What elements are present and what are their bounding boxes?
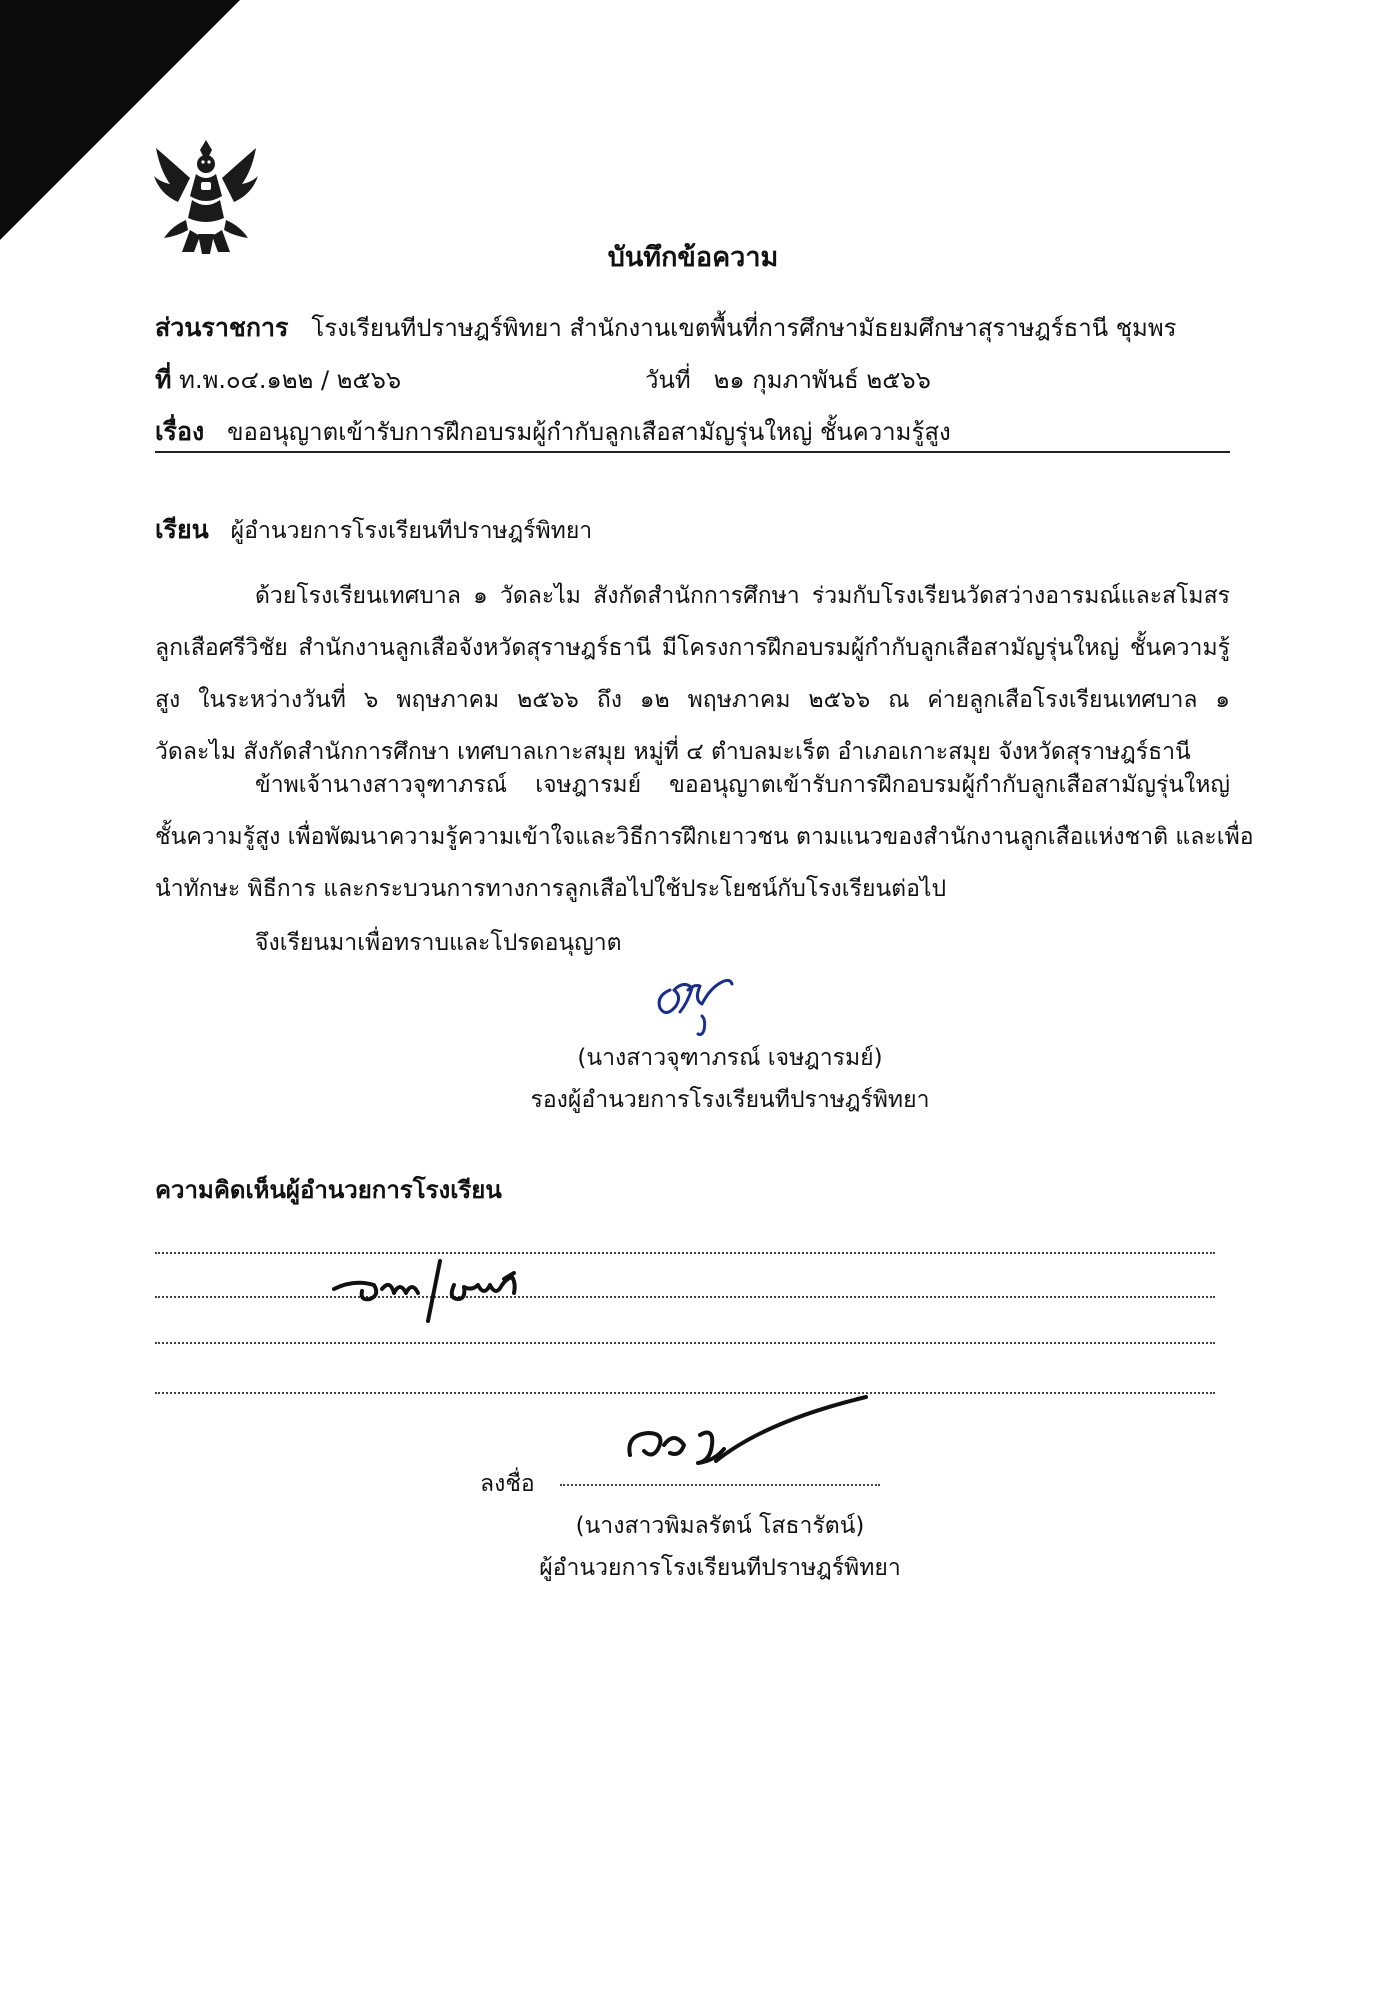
agency-line bbox=[155, 308, 1177, 348]
body-paragraph-2 bbox=[155, 765, 1254, 909]
signer-1-name: (นางสาวจุฑาภรณ์ เจษฎารมย์) bbox=[577, 1045, 883, 1071]
signature-2-image bbox=[620, 1395, 880, 1485]
document-title: บันทึกข้อความ bbox=[607, 242, 779, 273]
signer-2-position: ผู้อำนวยการโรงเรียนทีปราษฎร์พิทยา bbox=[539, 1555, 901, 1581]
sign-label: ลงชื่อ bbox=[480, 1471, 535, 1497]
signer-1-position: รองผู้อำนวยการโรงเรียนทีปราษฎร์พิทยา bbox=[530, 1087, 930, 1113]
paragraph-line: นำทักษะ พิธีการ และกระบวนการทางการลูกเสือไปใช้ประโยชน์กับโรงเรียนต่อไป bbox=[155, 876, 947, 902]
paragraph-line: ลูกเสือศรีวิชัย สำนักงานลูกเสือจังหวัดสุราษฎร์ธานี มีโครงการฝึกอบรมผู้กำกับลูกเสือสามัญรุ่นใหญ่ ชั้นความรู้ bbox=[155, 635, 1230, 661]
handwritten-approval-note bbox=[330, 1255, 600, 1325]
signature-1-image bbox=[640, 960, 750, 1040]
date-label: วันที่ bbox=[645, 366, 691, 394]
opinion-dotted-line bbox=[155, 1252, 1215, 1254]
salutation-value: ผู้อำนวยการโรงเรียนทีปราษฎร์พิทยา bbox=[230, 518, 593, 544]
opinion-dotted-line bbox=[155, 1392, 1215, 1394]
reference-line bbox=[155, 360, 401, 400]
salutation-line bbox=[155, 510, 592, 550]
paragraph-line: สูง ในระหว่างวันที่ ๖ พฤษภาคม ๒๕๖๖ ถึง ๑๒ พฤษภาคม ๒๕๖๖ ณ ค่ายลูกเสือโรงเรียนเทศบาล ๑ bbox=[155, 687, 1230, 713]
paragraph-line: ข้าพเจ้านางสาวจุฑาภรณ์ เจษฎารมย์ ขออนุญาตเข้ารับการฝึกอบรมผู้กำกับลูกเสือสามัญรุ่นใหญ่ bbox=[255, 772, 1230, 798]
salutation-label: เรียน bbox=[155, 515, 209, 544]
subject-line bbox=[155, 412, 951, 452]
date-value: ๒๑ กุมภาพันธ์ ๒๕๖๖ bbox=[713, 366, 931, 394]
subject-label: เรื่อง bbox=[155, 417, 205, 446]
paragraph-line: ชั้นความรู้สูง เพื่อพัฒนาความรู้ความเข้าใจและวิธีการฝึกเยาวชน ตามแนวของสำนักงานลูกเสือแห่งชาติ และเพื่อ bbox=[155, 824, 1254, 850]
signer-2-name: (นางสาวพิมลรัตน์ โสธารัตน์) bbox=[575, 1513, 865, 1539]
agency-label: ส่วนราชการ bbox=[155, 313, 289, 342]
paragraph-line: ด้วยโรงเรียนเทศบาล ๑ วัดละไม สังกัดสำนักการศึกษา ร่วมกับโรงเรียนวัดสว่างอารมณ์และสโมสร bbox=[255, 583, 1230, 609]
header-divider bbox=[155, 451, 1230, 453]
opinion-dotted-line bbox=[155, 1296, 1215, 1298]
reference-value: ท.พ.๐๔.๑๒๒ / ๒๕๖๖ bbox=[179, 366, 402, 394]
director-opinion-label: ความคิดเห็นผู้อำนวยการโรงเรียน bbox=[155, 1176, 502, 1204]
reference-label: ที่ bbox=[155, 365, 172, 394]
paragraph-line: วัดละไม สังกัดสำนักการศึกษา เทศบาลเกาะสมุย หมู่ที่ ๔ ตำบลมะเร็ต อำเภอเกาะสมุย จังหวัดสุราษฎร์ธานี bbox=[155, 739, 1191, 765]
date-line bbox=[645, 360, 931, 399]
agency-value: โรงเรียนทีปราษฎร์พิทยา สำนักงานเขตพื้นที่การศึกษามัธยมศึกษาสุราษฎร์ธานี ชุมพร bbox=[311, 314, 1177, 342]
subject-value: ขออนุญาตเข้ารับการฝึกอบรมผู้กำกับลูกเสือสามัญรุ่นใหญ่ ชั้นความรู้สูง bbox=[227, 418, 951, 446]
body-paragraph-1 bbox=[155, 576, 1230, 772]
opinion-dotted-line bbox=[155, 1342, 1215, 1344]
closing-line: จึงเรียนมาเพื่อทราบและโปรดอนุญาต bbox=[255, 930, 622, 956]
